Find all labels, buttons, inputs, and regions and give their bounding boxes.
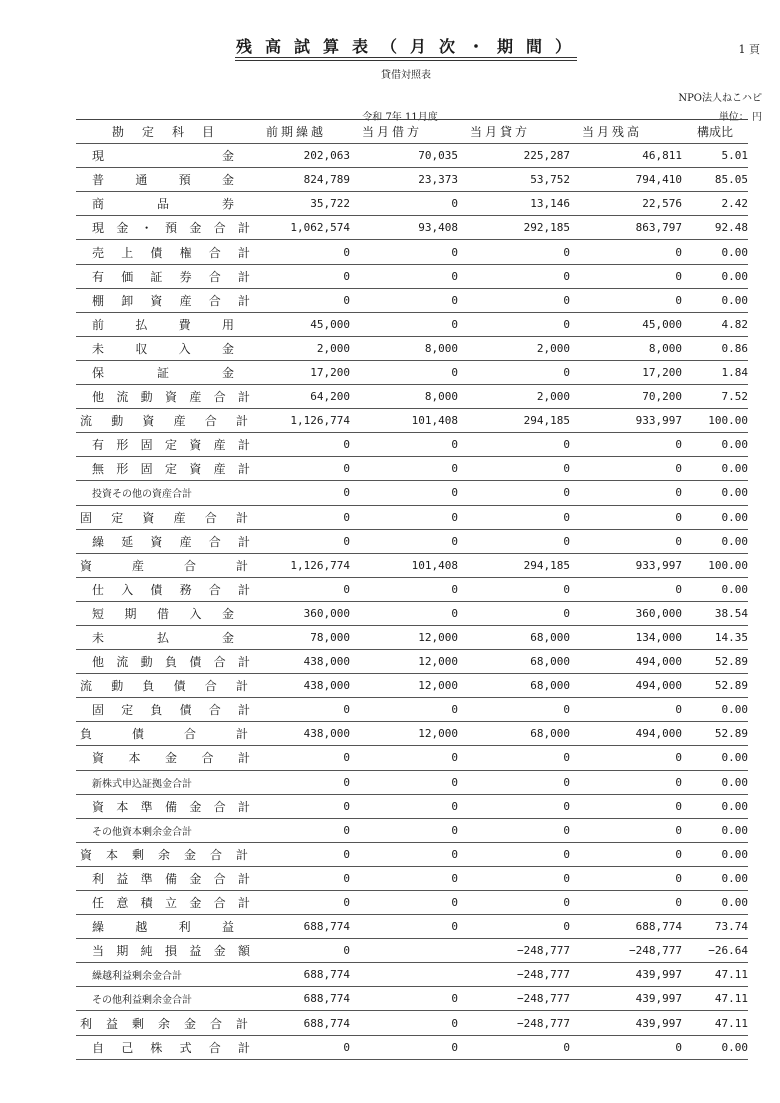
month-balance-cell: 933,997: [570, 553, 682, 577]
month-balance-cell: 439,997: [570, 963, 682, 987]
ratio-cell: 0.00: [682, 818, 748, 842]
ratio-cell: 73.74: [682, 915, 748, 939]
ratio-cell: 0.00: [682, 1035, 748, 1059]
month-debit-cell: 0: [350, 433, 458, 457]
month-credit-cell: 0: [458, 746, 570, 770]
account-name-cell: その他利益剰余金合計: [76, 987, 254, 1011]
month-debit-cell: 0: [350, 698, 458, 722]
table-row: [76, 746, 748, 770]
month-balance-cell: 0: [570, 818, 682, 842]
month-credit-cell: 0: [458, 770, 570, 794]
prev-balance-cell: 438,000: [254, 722, 350, 746]
table-row: [76, 1011, 748, 1035]
month-credit-cell: −248,777: [458, 939, 570, 963]
prev-balance-cell: 0: [254, 288, 350, 312]
month-credit-cell: 225,287: [458, 144, 570, 168]
table-row: [76, 625, 748, 649]
prev-balance-cell: 360,000: [254, 601, 350, 625]
month-debit-cell: 0: [350, 746, 458, 770]
prev-balance-cell: 438,000: [254, 650, 350, 674]
month-balance-cell: 17,200: [570, 360, 682, 384]
ratio-cell: 0.00: [682, 794, 748, 818]
month-debit-cell: 0: [350, 794, 458, 818]
month-debit-cell: 23,373: [350, 168, 458, 192]
month-credit-cell: 0: [458, 264, 570, 288]
prev-balance-cell: 0: [254, 746, 350, 770]
month-credit-cell: 0: [458, 601, 570, 625]
month-debit-cell: 12,000: [350, 625, 458, 649]
prev-balance-cell: 1,062,574: [254, 216, 350, 240]
month-debit-cell: 0: [350, 288, 458, 312]
ratio-cell: 0.00: [682, 481, 748, 505]
account-name-cell: その他資本剰余金合計: [76, 818, 254, 842]
table-row: [76, 288, 748, 312]
account-name-cell: 繰越利益: [76, 915, 254, 939]
prev-balance-cell: 824,789: [254, 168, 350, 192]
prev-balance-cell: 688,774: [254, 915, 350, 939]
month-balance-cell: 794,410: [570, 168, 682, 192]
table-header-row: [76, 120, 748, 144]
ratio-cell: 2.42: [682, 192, 748, 216]
prev-balance-cell: 688,774: [254, 1011, 350, 1035]
month-balance-cell: 439,997: [570, 1011, 682, 1035]
account-name-cell: 他流動負債合計: [76, 650, 254, 674]
month-credit-cell: 53,752: [458, 168, 570, 192]
month-debit-cell: 8,000: [350, 385, 458, 409]
ratio-cell: 7.52: [682, 385, 748, 409]
ratio-cell: 100.00: [682, 553, 748, 577]
month-credit-cell: 294,185: [458, 553, 570, 577]
month-credit-cell: 0: [458, 360, 570, 384]
month-balance-cell: 360,000: [570, 601, 682, 625]
ratio-cell: 52.89: [682, 674, 748, 698]
ratio-cell: 0.00: [682, 457, 748, 481]
month-credit-cell: 0: [458, 505, 570, 529]
ratio-cell: 47.11: [682, 963, 748, 987]
ratio-cell: 0.00: [682, 433, 748, 457]
report-period: 令和 7年 11月度: [362, 112, 438, 123]
ratio-cell: 52.89: [682, 650, 748, 674]
ratio-cell: 0.00: [682, 529, 748, 553]
account-name-cell: 繰越利益剰余金合計: [76, 963, 254, 987]
title-underline-second: [235, 60, 577, 61]
table-row: [76, 1035, 748, 1059]
month-credit-cell: −248,777: [458, 963, 570, 987]
account-name-cell: 資本剰余金合計: [76, 842, 254, 866]
month-balance-cell: 0: [570, 891, 682, 915]
month-debit-cell: 12,000: [350, 674, 458, 698]
ratio-cell: 0.00: [682, 891, 748, 915]
month-credit-cell: 68,000: [458, 674, 570, 698]
month-balance-cell: 0: [570, 481, 682, 505]
trial-balance-table: [76, 119, 748, 1060]
prev-balance-cell: 0: [254, 433, 350, 457]
month-debit-cell: 0: [350, 770, 458, 794]
ratio-cell: 0.00: [682, 240, 748, 264]
month-credit-cell: 0: [458, 577, 570, 601]
ratio-cell: 38.54: [682, 601, 748, 625]
ratio-cell: 1.84: [682, 360, 748, 384]
column-header-ratio: 構成比: [682, 120, 748, 144]
month-credit-cell: 0: [458, 698, 570, 722]
table-row: [76, 698, 748, 722]
prev-balance-cell: 0: [254, 481, 350, 505]
ratio-cell: 0.00: [682, 842, 748, 866]
table-row: [76, 842, 748, 866]
month-debit-cell: 12,000: [350, 722, 458, 746]
ratio-cell: 0.00: [682, 288, 748, 312]
prev-balance-cell: 0: [254, 818, 350, 842]
month-balance-cell: 494,000: [570, 650, 682, 674]
month-balance-cell: 494,000: [570, 674, 682, 698]
prev-balance-cell: 78,000: [254, 625, 350, 649]
table-row: [76, 939, 748, 963]
month-debit-cell: 0: [350, 529, 458, 553]
account-name-cell: 資本準備金合計: [76, 794, 254, 818]
ratio-cell: −26.64: [682, 939, 748, 963]
table-row: [76, 240, 748, 264]
table-row: [76, 192, 748, 216]
prev-balance-cell: 0: [254, 770, 350, 794]
month-balance-cell: 45,000: [570, 312, 682, 336]
month-balance-cell: 8,000: [570, 336, 682, 360]
account-name-cell: 流動資産合計: [76, 409, 254, 433]
account-name-cell: 負債合計: [76, 722, 254, 746]
table-row: [76, 481, 748, 505]
account-name-cell: 前払費用: [76, 312, 254, 336]
account-name-cell: 投資その他の資産合計: [76, 481, 254, 505]
month-balance-cell: 0: [570, 288, 682, 312]
ratio-cell: 47.11: [682, 987, 748, 1011]
month-credit-cell: 0: [458, 312, 570, 336]
month-debit-cell: 0: [350, 987, 458, 1011]
month-debit-cell: 0: [350, 505, 458, 529]
month-balance-cell: 494,000: [570, 722, 682, 746]
month-debit-cell: 0: [350, 312, 458, 336]
prev-balance-cell: 0: [254, 842, 350, 866]
ratio-cell: 92.48: [682, 216, 748, 240]
prev-balance-cell: 688,774: [254, 963, 350, 987]
prev-balance-cell: 0: [254, 240, 350, 264]
month-debit-cell: 0: [350, 360, 458, 384]
month-debit-cell: 0: [350, 240, 458, 264]
month-credit-cell: 68,000: [458, 722, 570, 746]
account-name-cell: 当期純損益金額: [76, 939, 254, 963]
month-balance-cell: 134,000: [570, 625, 682, 649]
ratio-cell: 4.82: [682, 312, 748, 336]
month-balance-cell: 0: [570, 866, 682, 890]
month-debit-cell: 0: [350, 1035, 458, 1059]
column-header-month-balance: 当月残高: [570, 120, 682, 144]
ratio-cell: 85.05: [682, 168, 748, 192]
table-row: [76, 529, 748, 553]
month-credit-cell: 0: [458, 240, 570, 264]
ratio-cell: 14.35: [682, 625, 748, 649]
month-credit-cell: 0: [458, 288, 570, 312]
month-credit-cell: −248,777: [458, 987, 570, 1011]
table-row: [76, 866, 748, 890]
ratio-cell: 0.00: [682, 866, 748, 890]
account-name-cell: 売上債権合計: [76, 240, 254, 264]
month-credit-cell: 0: [458, 481, 570, 505]
month-credit-cell: 0: [458, 866, 570, 890]
report-subtitle: 貸借対照表: [381, 70, 431, 81]
month-debit-cell: 70,035: [350, 144, 458, 168]
prev-balance-cell: 0: [254, 264, 350, 288]
prev-balance-cell: 0: [254, 529, 350, 553]
prev-balance-cell: 64,200: [254, 385, 350, 409]
month-credit-cell: 0: [458, 842, 570, 866]
prev-balance-cell: 1,126,774: [254, 409, 350, 433]
account-name-cell: 繰延資産合計: [76, 529, 254, 553]
account-name-cell: 現金・預金合計: [76, 216, 254, 240]
month-credit-cell: 0: [458, 1035, 570, 1059]
table-row: [76, 168, 748, 192]
month-debit-cell: 101,408: [350, 553, 458, 577]
month-debit-cell: 0: [350, 264, 458, 288]
title-underline: [235, 57, 577, 58]
column-header-month-debit: 当月借方: [350, 120, 458, 144]
month-balance-cell: 0: [570, 1035, 682, 1059]
prev-balance-cell: 2,000: [254, 336, 350, 360]
month-debit-cell: 0: [350, 842, 458, 866]
month-credit-cell: 2,000: [458, 336, 570, 360]
month-debit-cell: 0: [350, 866, 458, 890]
ratio-cell: 0.00: [682, 264, 748, 288]
month-debit-cell: 93,408: [350, 216, 458, 240]
account-name-cell: 固定負債合計: [76, 698, 254, 722]
month-credit-cell: 0: [458, 818, 570, 842]
column-header-prev-balance: 前期繰越: [254, 120, 350, 144]
month-credit-cell: 0: [458, 529, 570, 553]
month-debit-cell: 0: [350, 891, 458, 915]
month-credit-cell: 0: [458, 891, 570, 915]
month-balance-cell: 0: [570, 770, 682, 794]
table-row: [76, 650, 748, 674]
ratio-cell: 100.00: [682, 409, 748, 433]
ratio-cell: 0.00: [682, 746, 748, 770]
month-balance-cell: 0: [570, 746, 682, 770]
prev-balance-cell: 35,722: [254, 192, 350, 216]
table-row: [76, 963, 748, 987]
month-debit-cell: 0: [350, 818, 458, 842]
account-name-cell: 無形固定資産計: [76, 457, 254, 481]
month-credit-cell: 0: [458, 433, 570, 457]
table-row: [76, 794, 748, 818]
prev-balance-cell: 0: [254, 1035, 350, 1059]
table-row: [76, 360, 748, 384]
ratio-cell: 52.89: [682, 722, 748, 746]
ratio-cell: 0.00: [682, 698, 748, 722]
ratio-cell: 0.00: [682, 577, 748, 601]
ratio-cell: 0.00: [682, 505, 748, 529]
account-name-cell: 短期借入金: [76, 601, 254, 625]
month-debit-cell: 0: [350, 457, 458, 481]
month-balance-cell: 0: [570, 433, 682, 457]
month-credit-cell: 294,185: [458, 409, 570, 433]
prev-balance-cell: 17,200: [254, 360, 350, 384]
account-name-cell: 流動負債合計: [76, 674, 254, 698]
month-credit-cell: 292,185: [458, 216, 570, 240]
table-row: [76, 818, 748, 842]
month-credit-cell: −248,777: [458, 1011, 570, 1035]
month-balance-cell: 0: [570, 457, 682, 481]
table-row: [76, 409, 748, 433]
table-row: [76, 336, 748, 360]
month-balance-cell: 933,997: [570, 409, 682, 433]
month-debit-cell: 101,408: [350, 409, 458, 433]
prev-balance-cell: 0: [254, 939, 350, 963]
prev-balance-cell: 1,126,774: [254, 553, 350, 577]
table-row: [76, 577, 748, 601]
account-name-cell: 仕入債務合計: [76, 577, 254, 601]
prev-balance-cell: 688,774: [254, 987, 350, 1011]
month-balance-cell: 0: [570, 842, 682, 866]
account-name-cell: 新株式申込証拠金合計: [76, 770, 254, 794]
account-name-cell: 自己株式合計: [76, 1035, 254, 1059]
account-name-cell: 保証金: [76, 360, 254, 384]
table-row: [76, 553, 748, 577]
table-row: [76, 987, 748, 1011]
month-balance-cell: 0: [570, 794, 682, 818]
prev-balance-cell: 0: [254, 457, 350, 481]
month-debit-cell: 0: [350, 915, 458, 939]
month-credit-cell: 68,000: [458, 625, 570, 649]
account-name-cell: 未収入金: [76, 336, 254, 360]
account-name-cell: 利益剰余金合計: [76, 1011, 254, 1035]
ratio-cell: 5.01: [682, 144, 748, 168]
table-row: [76, 601, 748, 625]
account-name-cell: 資産合計: [76, 553, 254, 577]
month-balance-cell: 0: [570, 240, 682, 264]
month-credit-cell: 0: [458, 915, 570, 939]
month-balance-cell: −248,777: [570, 939, 682, 963]
account-name-cell: 有形固定資産計: [76, 433, 254, 457]
month-balance-cell: 0: [570, 577, 682, 601]
prev-balance-cell: 438,000: [254, 674, 350, 698]
table-row: [76, 722, 748, 746]
month-balance-cell: 70,200: [570, 385, 682, 409]
month-debit-cell: 0: [350, 577, 458, 601]
month-balance-cell: 0: [570, 505, 682, 529]
account-name-cell: 利益準備金合計: [76, 866, 254, 890]
month-credit-cell: 13,146: [458, 192, 570, 216]
currency-unit: 単位： 円: [718, 112, 762, 123]
prev-balance-cell: 0: [254, 698, 350, 722]
table-body: [76, 144, 748, 1060]
ratio-cell: 0.00: [682, 770, 748, 794]
month-credit-cell: 0: [458, 457, 570, 481]
month-debit-cell: 8,000: [350, 336, 458, 360]
month-debit-cell: 0: [350, 1011, 458, 1035]
month-balance-cell: 688,774: [570, 915, 682, 939]
account-name-cell: 他流動資産合計: [76, 385, 254, 409]
month-debit-cell: 12,000: [350, 650, 458, 674]
month-credit-cell: 0: [458, 794, 570, 818]
table-row: [76, 505, 748, 529]
page-number: 1 頁: [738, 43, 760, 56]
table-row: [76, 433, 748, 457]
month-balance-cell: 0: [570, 264, 682, 288]
month-debit-cell: [350, 939, 458, 963]
table-row: [76, 216, 748, 240]
month-balance-cell: 0: [570, 529, 682, 553]
account-name-cell: 有価証券合計: [76, 264, 254, 288]
account-name-cell: 資本金合計: [76, 746, 254, 770]
account-name-cell: 棚卸資産合計: [76, 288, 254, 312]
table-row: [76, 457, 748, 481]
table-row: [76, 264, 748, 288]
prev-balance-cell: 202,063: [254, 144, 350, 168]
prev-balance-cell: 0: [254, 866, 350, 890]
account-name-cell: 未払金: [76, 625, 254, 649]
account-name-cell: 商品券: [76, 192, 254, 216]
table-row: [76, 915, 748, 939]
page-title: 残高試算表（月次・期間）: [235, 37, 584, 56]
table-row: [76, 312, 748, 336]
account-name-cell: 現金: [76, 144, 254, 168]
account-name-cell: 固定資産合計: [76, 505, 254, 529]
table-row: [76, 891, 748, 915]
column-header-month-credit: 当月貸方: [458, 120, 570, 144]
month-debit-cell: 0: [350, 481, 458, 505]
prev-balance-cell: 45,000: [254, 312, 350, 336]
ratio-cell: 0.86: [682, 336, 748, 360]
table-row: [76, 385, 748, 409]
month-debit-cell: 0: [350, 601, 458, 625]
month-balance-cell: 863,797: [570, 216, 682, 240]
table-row: [76, 144, 748, 168]
prev-balance-cell: 0: [254, 505, 350, 529]
prev-balance-cell: 0: [254, 794, 350, 818]
prev-balance-cell: 0: [254, 891, 350, 915]
month-balance-cell: 46,811: [570, 144, 682, 168]
month-credit-cell: 2,000: [458, 385, 570, 409]
organization-name: NPO法人ねこハピ: [678, 93, 762, 104]
ratio-cell: 47.11: [682, 1011, 748, 1035]
month-debit-cell: [350, 963, 458, 987]
prev-balance-cell: 0: [254, 577, 350, 601]
table-row: [76, 674, 748, 698]
column-header-account: 勘定科目: [76, 120, 254, 144]
account-name-cell: 普通預金: [76, 168, 254, 192]
account-name-cell: 任意積立金合計: [76, 891, 254, 915]
month-balance-cell: 439,997: [570, 987, 682, 1011]
table-row: [76, 770, 748, 794]
month-credit-cell: 68,000: [458, 650, 570, 674]
month-debit-cell: 0: [350, 192, 458, 216]
month-balance-cell: 0: [570, 698, 682, 722]
month-balance-cell: 22,576: [570, 192, 682, 216]
